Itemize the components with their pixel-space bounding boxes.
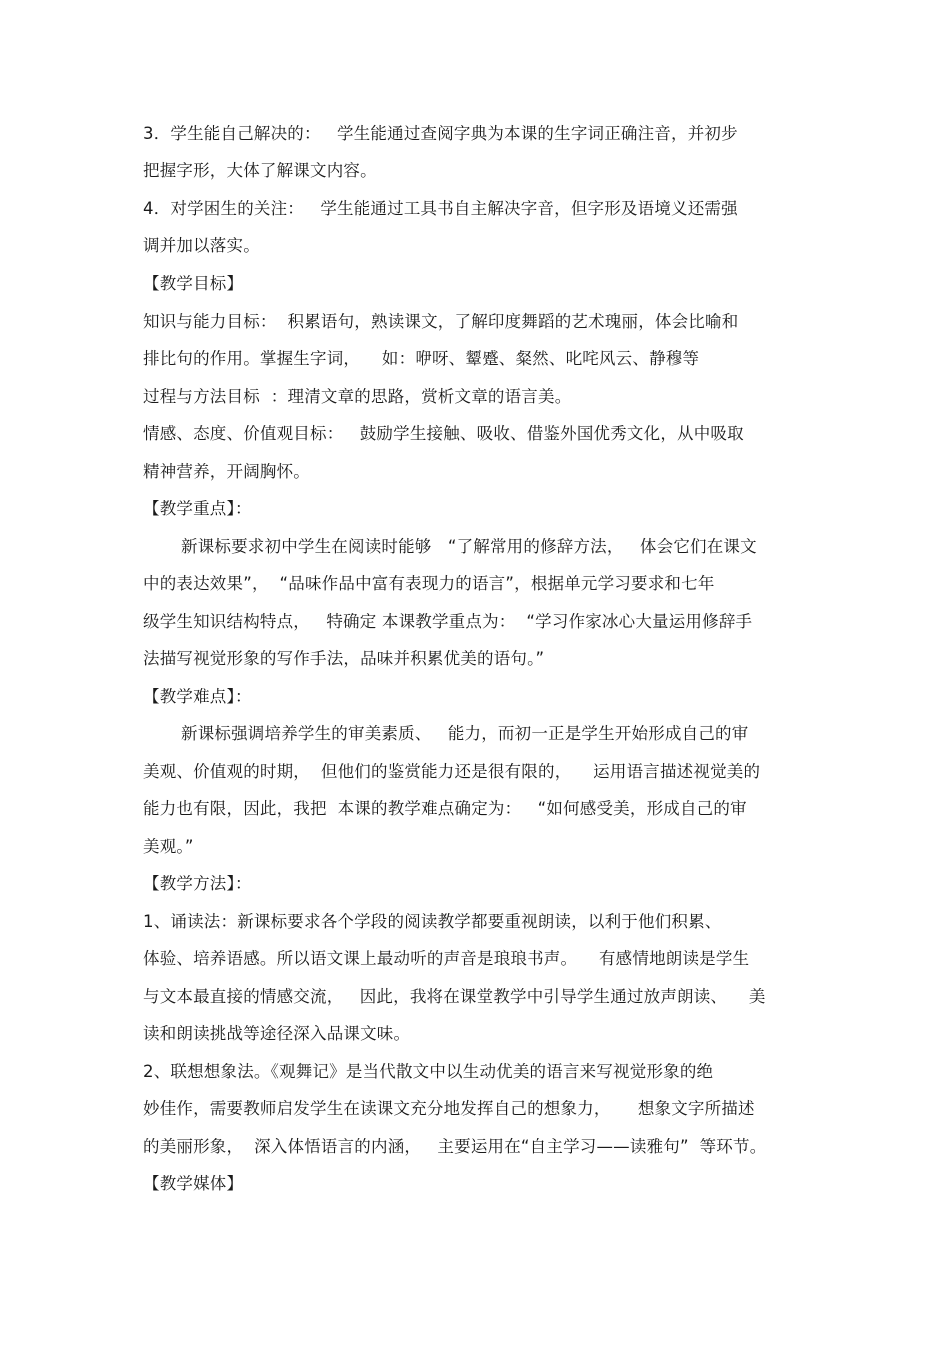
text-line: 排比句的作用。掌握生字词， 如：咿呀、颦蹙、粲然、叱咤风云、静穆等 <box>143 349 700 368</box>
text-line: 的美丽形象， 深入体悟语言的内涵， 主要运用在“自主学习——读雅句” 等环节。 <box>143 1137 767 1156</box>
text-line: 中的表达效果”， “品味作品中富有表现力的语言”，根据单元学习要求和七年 <box>143 574 715 593</box>
text-line: 体验、培养语感。所以语文课上最动听的声音是琅琅书声。 有感情地朗读是学生 <box>143 949 750 968</box>
section-heading: 【教学目标】 <box>143 274 244 293</box>
text-line: 美观。” <box>143 837 194 856</box>
text-line: 调并加以落实。 <box>143 236 260 255</box>
section-heading: 【教学重点】： <box>143 499 252 518</box>
text-line: 1、诵读法：新课标要求各个学段的阅读教学都要重视朗读，以利于他们积累、 <box>143 912 722 931</box>
text-line: 4．对学困生的关注： 学生能通过工具书自主解决字音，但字形及语境义还需强 <box>143 199 738 218</box>
text-line: 3．学生能自己解决的： 学生能通过查阅字典为本课的生字词正确注音，并初步 <box>143 124 738 143</box>
text-line: 新课标要求初中学生在阅读时能够 “了解常用的修辞方法， 体会它们在课文 <box>181 537 757 556</box>
text-line: 级学生知识结构特点， 特确定 本课教学重点为： “学习作家冰心大量运用修辞手 <box>143 612 753 631</box>
section-heading: 【教学媒体】 <box>143 1174 244 1193</box>
text-line: 把握字形，大体了解课文内容。 <box>143 161 377 180</box>
text-line: 精神营养，开阔胸怀。 <box>143 462 310 481</box>
text-line: 法描写视觉形象的写作手法，品味并积累优美的语句。” <box>143 649 545 668</box>
text-line: 读和朗读挑战等途径深入品课文味。 <box>143 1024 411 1043</box>
text-line: 2、联想想象法。《观舞记》是当代散文中以生动优美的语言来写视觉形象的绝 <box>143 1062 714 1081</box>
section-heading: 【教学难点】： <box>143 687 252 706</box>
text-line: 美观、价值观的时期， 但他们的鉴赏能力还是很有限的， 运用语言描述视觉美的 <box>143 762 761 781</box>
section-heading: 【教学方法】： <box>143 874 252 893</box>
text-line: 能力也有限，因此，我把 本课的教学难点确定为： “如何感受美，形成自己的审 <box>143 799 747 818</box>
text-line: 与文本最直接的情感交流， 因此，我将在课堂教学中引导学生通过放声朗读、 美 <box>143 987 766 1006</box>
text-line: 妙佳作，需要教师启发学生在读课文充分地发挥自己的想象力， 想象文字所描述 <box>143 1099 755 1118</box>
text-line: 情感、态度、价值观目标： 鼓励学生接触、吸收、借鉴外国优秀文化，从中吸取 <box>143 424 744 443</box>
text-line: 知识与能力目标： 积累语句，熟读课文，了解印度舞蹈的艺术瑰丽，体会比喻和 <box>143 312 739 331</box>
text-line: 新课标强调培养学生的审美素质、 能力，而初一正是学生开始形成自己的审 <box>181 724 749 743</box>
text-line: 过程与方法目标 ：理清文章的思路，赏析文章的语言美。 <box>143 387 572 406</box>
